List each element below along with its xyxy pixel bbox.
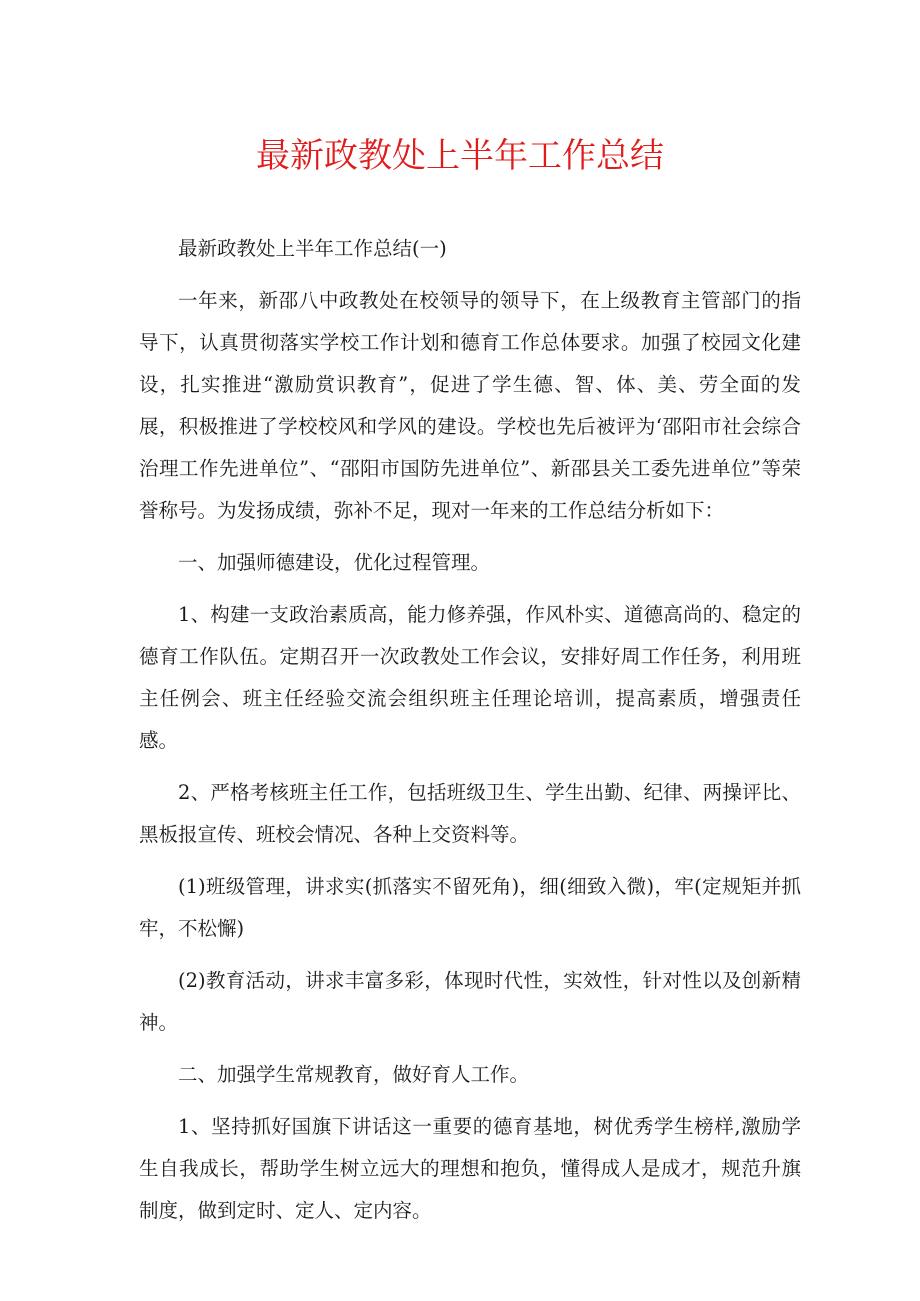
- paragraph-1-1: 1、构建一支政治素质高，能力修养强，作风朴实、道德高尚的、稳定的德育工作队伍。定期召开一次政教处工作会议，安排好周工作任务，利用班主任例会、班主任经验交流会组织班主任理论培训，提高素质，增强责任感。: [139, 603, 801, 752]
- intro-paragraph: 一年来，新邵八中政教处在校领导的领导下，在上级教育主管部门的指导下，认真贯彻落实学校工作计划和德育工作总体要求。加强了校园文化建设，扎实推进“激励赏识教育”，促进了学生德、智、体、美、劳全面的发展，积极推进了学校校风和学风的建设。学校也先后被评为‘邵阳市社会综合治理工作先进单位”、“邵阳市国防先进单位”、新邵县关工委先进单位”等荣誉称号。为发扬成绩，弥补不足，现对一年来的工作总结分析如下：: [139, 289, 801, 522]
- paragraph-1-2-2: (2)教育活动，讲求丰富多彩，体现时代性，实效性，针对性以及创新精神。: [139, 969, 801, 1034]
- section-heading-2: 二、加强学生常规教育，做好育人工作。: [178, 1063, 530, 1086]
- section-subtitle: 最新政教处上半年工作总结(一): [178, 237, 447, 260]
- paragraph-1-2: 2、严格考核班主任工作，包括班级卫生、学生出勤、纪律、两操评比、黑板报宣传、班校会情况、各种上交资料等。: [139, 781, 801, 846]
- section-heading-1: 一、加强师德建设，优化过程管理。: [178, 551, 491, 574]
- paragraph-2-1: 1、坚持抓好国旗下讲话这一重要的德育基地，树优秀学生榜样,激励学生自我成长，帮助学生树立远大的理想和抱负，懂得成人是成才，规范升旗制度，做到定时、定人、定内容。: [139, 1115, 801, 1222]
- document-body: [139, 228, 801, 1242]
- document-title: 最新政教处上半年工作总结: [256, 136, 664, 176]
- paragraph-1-2-1: (1)班级管理，讲求实(抓落实不留死角)，细(细致入微)，牢(定规矩并抓牢，不松懈): [139, 875, 801, 940]
